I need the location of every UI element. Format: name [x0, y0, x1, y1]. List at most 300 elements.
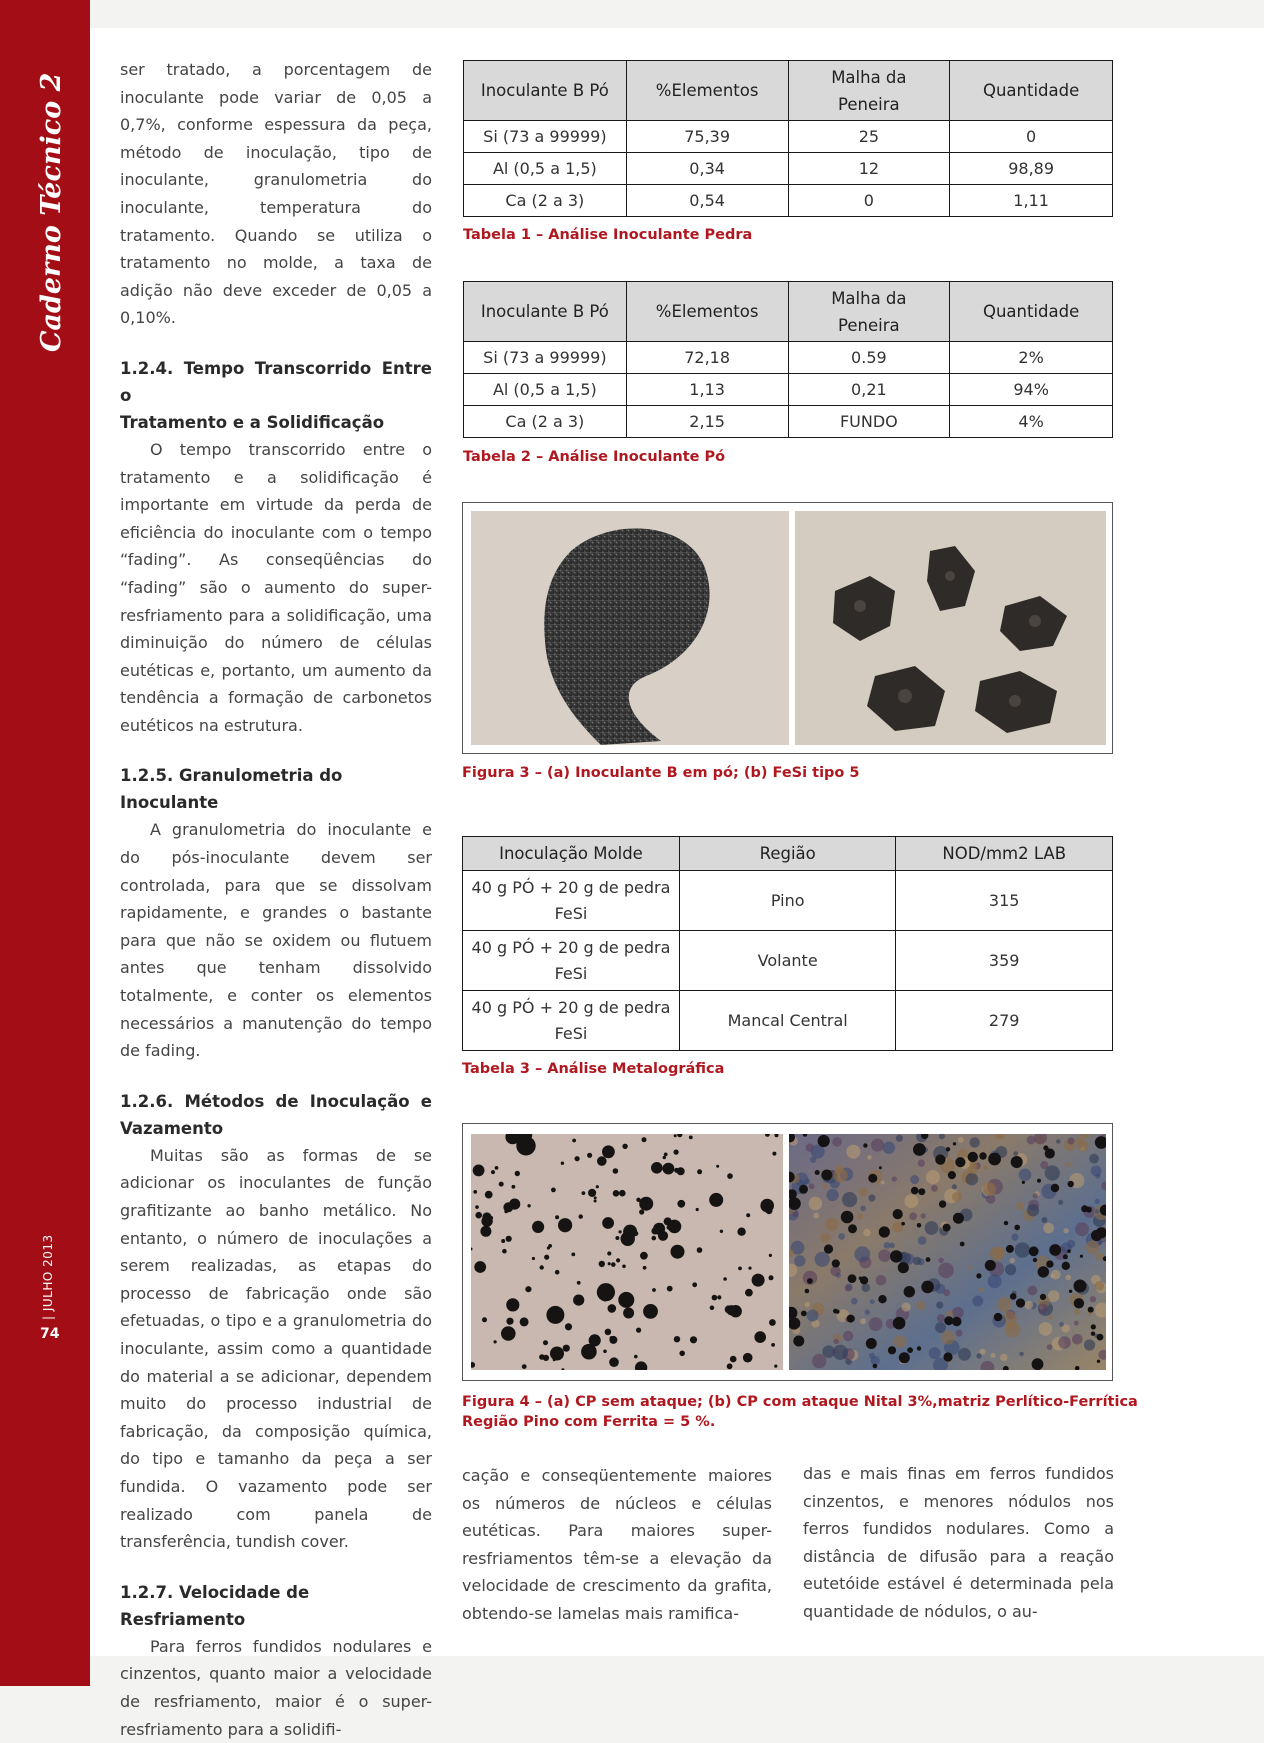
matrix-grain	[968, 1266, 972, 1270]
matrix-grain	[869, 1317, 883, 1331]
graphite-nodule	[587, 1153, 592, 1158]
matrix-grain	[1041, 1217, 1047, 1223]
graphite-nodule	[760, 1199, 774, 1213]
graphite-nodule	[642, 1137, 647, 1142]
matrix-grain	[859, 1188, 867, 1196]
graphite-nodule	[848, 1224, 857, 1233]
matrix-grain	[815, 1252, 830, 1267]
graphite-nodule	[953, 1142, 956, 1145]
graphite-nodule	[821, 1170, 832, 1181]
matrix-grain	[1027, 1286, 1037, 1296]
matrix-grain	[916, 1301, 925, 1310]
graphite-nodule	[879, 1166, 882, 1169]
paragraph: Para ferros fundidos nodulares e cinzentos, quanto maior a velocidade de resfriamento, maior é o super-resfriamento para a solidifi-	[120, 1636, 432, 1739]
graphite-nodule	[745, 1289, 753, 1297]
matrix-grain	[926, 1170, 940, 1184]
matrix-grain	[794, 1255, 805, 1266]
powder-pile-image	[471, 511, 789, 745]
matrix-grain	[909, 1212, 917, 1220]
graphite-nodule	[1011, 1156, 1023, 1168]
graphite-nodule	[619, 1230, 622, 1233]
cell-text: 40 g PÓ + 20 g de pedra FeSi	[471, 997, 671, 1043]
matrix-grain	[860, 1318, 866, 1324]
graphite-nodule	[976, 1273, 981, 1278]
matrix-grain	[929, 1347, 941, 1359]
matrix-grain	[931, 1185, 938, 1192]
table-cell: Si (73 a 99999)	[464, 121, 627, 153]
graphite-nodule	[634, 1355, 638, 1359]
matrix-grain	[1095, 1199, 1100, 1204]
graphite-nodule	[911, 1187, 919, 1195]
graphite-nodule	[1074, 1280, 1087, 1293]
table-cell: 25	[788, 121, 950, 153]
matrix-grain	[1095, 1209, 1100, 1214]
table-cell: 75,39	[626, 121, 788, 153]
graphite-nodule	[943, 1224, 951, 1232]
table-row	[464, 406, 1113, 438]
table-row	[464, 374, 1113, 406]
graphite-nodule	[677, 1200, 685, 1208]
matrix-grain	[863, 1229, 871, 1237]
paragraph: Muitas são as formas de se adicionar os inoculantes de função grafitizante ao banho metálico. No entanto, o número de inoculações a serem realizadas, as etapas do processo de fabricação onde são efetuadas, o tipo e a granulometria do inoculante, assim como a quantidade do material a se adicionar, dependem muito do processo industrial de fabricação, da composição química, do tipo e tamanho da peça a ser fundida. O vazamento pode ser realizado com panela de transferência, tundish cover.	[120, 1145, 432, 1552]
table-cell: 2,15	[626, 406, 788, 438]
graphite-nodule	[475, 1205, 479, 1209]
micrograph-etched	[789, 1134, 1106, 1370]
matrix-grain	[833, 1168, 847, 1182]
table-cell: 12	[788, 153, 950, 185]
graphite-nodule	[1067, 1249, 1071, 1253]
graphite-nodule	[832, 1259, 840, 1267]
graphite-nodule	[769, 1319, 776, 1326]
matrix-grain	[1011, 1234, 1018, 1241]
graphite-nodule	[671, 1245, 685, 1259]
graphite-nodule	[571, 1253, 575, 1257]
graphite-nodule	[926, 1257, 931, 1262]
graphite-nodule	[979, 1152, 986, 1159]
matrix-grain	[986, 1194, 995, 1203]
table-cell: 0,34	[626, 153, 788, 185]
graphite-nodule	[474, 1261, 486, 1273]
matrix-grain	[804, 1302, 809, 1307]
matrix-grain	[857, 1213, 863, 1219]
graphite-nodule	[1069, 1290, 1072, 1293]
matrix-grain	[904, 1194, 918, 1208]
table-cell: 0.59	[788, 342, 950, 374]
graphite-nodule	[1014, 1225, 1020, 1231]
matrix-grain	[865, 1310, 870, 1315]
middle-text-column: cação e conseqüentemente maiores os números de núcleos e células eutéticas. Para maiores super-resfriamentos têm-se a elevação da velocidade de crescimento da grafita, obtendo-se lamelas mais ramifica-	[462, 1466, 772, 1623]
graphite-nodule	[738, 1267, 742, 1271]
table-cell: 0	[788, 185, 950, 217]
matrix-grain	[1072, 1334, 1083, 1345]
graphite-nodule	[501, 1239, 505, 1243]
graphite-nodule	[506, 1236, 512, 1242]
graphite-nodule	[754, 1331, 766, 1343]
right-text-column: das e mais finas em ferros fundidos cinzentos, e menores nódulos nos ferros fundidos nodulares. Como a distância de difusão para a reação eutetóide estável é determinada pela quantidade de nódulos, o au-	[803, 1464, 1114, 1621]
matrix-grain	[1086, 1241, 1100, 1255]
left-text-column	[120, 56, 432, 1743]
graphite-nodule	[664, 1217, 672, 1225]
table-cell: 2%	[950, 342, 1113, 374]
table-3-caption: Tabela 3 – Análise Metalográfica	[462, 1061, 725, 1077]
graphite-nodule	[824, 1244, 833, 1253]
matrix-grain	[1059, 1322, 1064, 1327]
graphite-nodule	[690, 1336, 697, 1343]
graphite-nodule	[1074, 1298, 1084, 1308]
graphite-nodule	[1080, 1255, 1083, 1258]
table-cell: 72,18	[626, 342, 788, 374]
graphite-nodule	[594, 1196, 597, 1199]
matrix-grain	[952, 1184, 957, 1189]
matrix-grain	[869, 1353, 875, 1359]
graphite-nodule	[494, 1340, 497, 1343]
matrix-grain	[938, 1263, 954, 1279]
matrix-grain	[807, 1310, 819, 1322]
matrix-grain	[941, 1330, 955, 1344]
table-cell: Si (73 a 99999)	[464, 342, 627, 374]
matrix-grain	[838, 1233, 845, 1240]
paragraph: ser tratado, a porcentagem de inoculante pode variar de 0,05 a 0,7%, conforme espessura da peça, método de inoculação, tipo de inoculante, granulometria do inoculante, temperatura do tratamento. Quando se utiliza o tratamento no molde, a taxa de adição não deve exceder de 0,05 a 0,10%.	[120, 60, 432, 328]
graphite-nodule	[860, 1276, 868, 1284]
graphite-nodule	[890, 1254, 894, 1258]
matrix-grain	[902, 1302, 911, 1311]
graphite-nodule	[815, 1170, 820, 1175]
graphite-nodule	[555, 1270, 560, 1275]
graphite-nodule	[1051, 1184, 1059, 1192]
matrix-grain	[845, 1285, 852, 1292]
caption-line: Figura 4 – (a) CP sem ataque; (b) CP com ataque Nital 3%,matriz Perlítico-Ferrítica	[462, 1394, 1138, 1410]
matrix-grain	[1058, 1336, 1071, 1349]
matrix-grain	[854, 1246, 870, 1262]
matrix-grain	[860, 1206, 866, 1212]
graphite-nodule	[475, 1212, 482, 1219]
graphite-nodule	[572, 1139, 576, 1143]
graphite-nodule	[607, 1251, 611, 1255]
table-cell: 4%	[950, 406, 1113, 438]
matrix-grain	[997, 1297, 1012, 1312]
graphite-nodule	[868, 1174, 877, 1183]
table-row	[464, 121, 1113, 153]
matrix-grain	[851, 1298, 858, 1305]
table-cell: 359	[896, 931, 1113, 991]
table-cell	[463, 991, 680, 1051]
graphite-nodule	[658, 1231, 668, 1241]
graphite-nodule	[609, 1357, 619, 1367]
matrix-grain	[878, 1249, 891, 1262]
graphite-nodule	[623, 1225, 637, 1239]
graphite-nodule	[1063, 1254, 1068, 1259]
graphite-nodule	[605, 1329, 612, 1336]
graphite-nodule	[772, 1152, 776, 1156]
graphite-nodule	[921, 1281, 934, 1294]
graphite-nodule	[594, 1200, 597, 1203]
matrix-grain	[958, 1137, 964, 1143]
matrix-grain	[918, 1160, 925, 1167]
graphite-nodule	[613, 1168, 619, 1174]
matrix-grain	[1095, 1281, 1105, 1291]
table-header	[788, 61, 950, 121]
graphite-nodule	[917, 1223, 922, 1228]
graphite-nodule	[495, 1166, 499, 1170]
photo-fesi-stones	[795, 511, 1106, 745]
graphite-nodule	[674, 1150, 679, 1155]
graphite-nodule	[558, 1218, 572, 1232]
matrix-grain	[1025, 1301, 1034, 1310]
graphite-nodule	[636, 1328, 641, 1333]
graphite-nodule	[952, 1317, 962, 1327]
matrix-grain	[1084, 1339, 1095, 1350]
table-cell: 98,89	[950, 153, 1113, 185]
graphite-nodule	[723, 1277, 727, 1281]
graphite-nodule	[847, 1315, 855, 1323]
graphite-nodule	[532, 1221, 544, 1233]
matrix-grain	[1019, 1352, 1023, 1356]
graphite-nodule	[935, 1154, 945, 1164]
matrix-grain	[834, 1339, 839, 1344]
paragraph: O tempo transcorrido entre o tratamento e a solidificação é importante em virtude da perda de eficiência do inoculante com o tempo “fading”. As conseqüências do “fading” são o aumento do super-resfriamento para a solidificação, uma diminuição do número de células eutéticas e, portanto, um aumento da tendência a formação de carbonetos eutéticos na estrutura.	[120, 439, 432, 735]
matrix-grain	[1058, 1200, 1063, 1205]
paragraph: A granulometria do inoculante e do pós-inoculante devem ser controlada, para que se dissolvam rapidamente, e grandes o bastante para que não se oxidem ou flutuem antes que tenham dissolvido totalmente, e conter os elementos necessários a manutenção do tempo de fading.	[120, 820, 432, 1061]
table-header	[788, 282, 950, 342]
graphite-nodule	[522, 1364, 527, 1369]
graphite-nodule	[1029, 1246, 1039, 1256]
graphite-nodule	[955, 1157, 965, 1167]
graphite-nodule	[622, 1144, 627, 1149]
section-title: Caderno Técnico 2	[36, 72, 67, 352]
graphite-nodule	[985, 1260, 996, 1271]
fesi-stones-image	[795, 511, 1106, 745]
section-heading-1-2-4	[120, 355, 432, 409]
table-header: Quantidade	[950, 282, 1113, 342]
graphite-nodule	[807, 1278, 813, 1284]
matrix-grain	[883, 1142, 895, 1154]
graphite-nodule	[878, 1295, 886, 1303]
graphite-nodule	[546, 1306, 564, 1324]
graphite-nodule	[482, 1212, 491, 1221]
graphite-nodule	[527, 1204, 530, 1207]
figure-3-caption: Figura 3 – (a) Inoculante B em pó; (b) FeSi tipo 5	[462, 765, 860, 781]
graphite-nodule	[1032, 1358, 1044, 1370]
matrix-grain	[910, 1175, 919, 1184]
matrix-grain	[813, 1213, 819, 1219]
graphite-nodule	[1091, 1332, 1095, 1336]
matrix-grain	[925, 1221, 939, 1235]
table-row	[464, 185, 1113, 217]
graphite-nodule	[697, 1247, 703, 1253]
table-cell: Al (0,5 a 1,5)	[464, 153, 627, 185]
matrix-grain	[846, 1145, 860, 1159]
graphite-nodule	[652, 1288, 656, 1292]
matrix-grain	[843, 1331, 853, 1341]
section-heading-1-2-4-cont: Tratamento e a Solidificação	[120, 412, 385, 432]
graphite-nodule	[960, 1242, 965, 1247]
matrix-grain	[871, 1138, 884, 1151]
matrix-grain	[1000, 1354, 1008, 1362]
cell-text: 40 g PÓ + 20 g de pedra FeSi	[471, 877, 671, 923]
graphite-nodule	[953, 1213, 964, 1224]
graphite-nodule	[716, 1165, 719, 1168]
graphite-nodule	[482, 1317, 487, 1322]
table-cell	[463, 871, 680, 931]
graphite-nodule	[550, 1347, 564, 1361]
graphite-nodule	[727, 1363, 733, 1369]
matrix-grain	[979, 1287, 984, 1292]
graphite-nodule	[643, 1266, 647, 1270]
matrix-grain	[991, 1353, 996, 1358]
matrix-grain	[1005, 1264, 1016, 1275]
matrix-grain	[1089, 1154, 1099, 1164]
graphite-nodule	[918, 1188, 925, 1195]
section-heading-1-2-7: 1.2.7. Velocidade de Resfriamento	[120, 1582, 310, 1629]
table-header: Quantidade	[950, 61, 1113, 121]
table-cell: FUNDO	[788, 406, 950, 438]
matrix-grain	[988, 1274, 1002, 1288]
graphite-nodule	[579, 1214, 583, 1218]
graphite-nodule	[841, 1211, 854, 1224]
graphite-nodule	[501, 1326, 516, 1341]
table-cell: Ca (2 a 3)	[464, 185, 627, 217]
figure-4-caption	[462, 1392, 1138, 1432]
graphite-nodule	[667, 1225, 671, 1229]
figure-4	[462, 1123, 1113, 1381]
graphite-nodule	[652, 1236, 657, 1241]
graphite-nodule	[944, 1316, 953, 1325]
nodules-micrograph-a	[471, 1134, 783, 1370]
table-cell: 94%	[950, 374, 1113, 406]
graphite-nodule	[1033, 1258, 1037, 1262]
table-cell: 315	[896, 871, 1113, 931]
matrix-grain	[894, 1335, 907, 1348]
graphite-nodule	[565, 1323, 572, 1330]
graphite-nodule	[509, 1199, 520, 1210]
graphite-nodule	[863, 1143, 867, 1147]
graphite-nodule	[603, 1350, 607, 1354]
graphite-nodule	[596, 1185, 599, 1188]
matrix-grain	[1027, 1136, 1036, 1145]
matrix-grain	[1091, 1166, 1102, 1177]
matrix-grain	[994, 1247, 1005, 1258]
matrix-grain	[976, 1353, 981, 1358]
matrix-grain	[1015, 1242, 1030, 1257]
table-header: Inoculante B Pó	[464, 282, 627, 342]
table-cell: Mancal Central	[679, 991, 895, 1051]
graphite-nodule	[1016, 1298, 1025, 1307]
graphite-nodule	[667, 1286, 673, 1292]
graphite-nodule	[582, 1191, 586, 1195]
graphite-nodule	[616, 1258, 620, 1262]
graphite-nodule	[805, 1289, 810, 1294]
graphite-nodule	[1006, 1245, 1014, 1253]
graphite-nodule	[801, 1311, 807, 1317]
matrix-grain	[937, 1314, 945, 1322]
table-header: Região	[679, 837, 895, 871]
table-header: Inoculante B Pó	[464, 61, 627, 121]
graphite-nodule	[664, 1153, 668, 1157]
graphite-nodule	[771, 1343, 775, 1347]
graphite-nodule	[506, 1298, 519, 1311]
graphite-nodule	[689, 1136, 693, 1140]
table-cell: Pino	[679, 871, 895, 931]
matrix-grain	[881, 1181, 885, 1185]
graphite-nodule	[599, 1261, 605, 1267]
table-1	[463, 60, 1113, 217]
graphite-nodule	[619, 1190, 626, 1197]
table-header: %Elementos	[626, 282, 788, 342]
matrix-grain	[836, 1273, 841, 1278]
page-number: 74	[40, 1326, 60, 1342]
matrix-grain	[918, 1236, 927, 1245]
graphite-nodule	[1022, 1181, 1025, 1184]
graphite-nodule	[506, 1318, 513, 1325]
graphite-nodule	[1088, 1307, 1094, 1313]
graphite-nodule	[893, 1209, 903, 1219]
matrix-grain	[938, 1258, 943, 1263]
matrix-grain	[1027, 1204, 1039, 1216]
graphite-nodule	[597, 1156, 607, 1166]
graphite-nodule	[660, 1223, 663, 1226]
matrix-grain	[1010, 1258, 1015, 1263]
graphite-nodule	[833, 1309, 838, 1314]
graphite-nodule	[613, 1190, 620, 1197]
table-1-caption: Tabela 1 – Análise Inoculante Pedra	[463, 227, 753, 243]
table-cell: Al (0,5 a 1,5)	[464, 374, 627, 406]
graphite-nodule	[485, 1191, 493, 1199]
figure-3	[462, 502, 1113, 754]
graphite-nodule	[610, 1336, 614, 1340]
matrix-grain	[970, 1137, 980, 1147]
graphite-nodule	[709, 1193, 723, 1207]
matrix-grain	[896, 1135, 903, 1142]
matrix-grain	[868, 1194, 875, 1201]
graphite-nodule	[618, 1292, 634, 1308]
matrix-grain	[943, 1289, 950, 1296]
graphite-nodule	[1097, 1334, 1104, 1341]
graphite-nodule	[748, 1267, 751, 1270]
graphite-nodule	[615, 1236, 619, 1240]
graphite-nodule	[710, 1306, 715, 1311]
table-header: NOD/mm2 LAB	[896, 837, 1113, 871]
graphite-nodule	[515, 1171, 520, 1176]
graphite-nodule	[1062, 1262, 1070, 1270]
graphite-nodule	[679, 1351, 685, 1357]
heading-text: 1.2.4. Tempo Transcorrido Entre o	[120, 358, 432, 405]
graphite-nodule	[502, 1249, 507, 1254]
graphite-nodule	[473, 1190, 477, 1194]
matrix-grain	[1056, 1139, 1060, 1143]
graphite-nodule	[968, 1152, 978, 1162]
matrix-grain	[1096, 1252, 1104, 1260]
graphite-nodule	[608, 1304, 617, 1313]
graphite-nodule	[674, 1134, 677, 1137]
table-cell: 0,21	[788, 374, 950, 406]
matrix-grain	[1066, 1162, 1071, 1167]
graphite-nodule	[540, 1265, 544, 1269]
matrix-grain	[983, 1165, 987, 1169]
graphite-nodule	[1037, 1179, 1041, 1183]
graphite-nodule	[603, 1297, 607, 1301]
graphite-nodule	[948, 1171, 956, 1179]
graphite-nodule	[555, 1215, 559, 1219]
graphite-nodule	[623, 1308, 634, 1319]
graphite-nodule	[924, 1285, 927, 1288]
matrix-grain	[842, 1192, 857, 1207]
graphite-nodule	[573, 1295, 584, 1306]
table-header: %Elementos	[626, 61, 788, 121]
micrograph-unetched	[471, 1134, 783, 1370]
matrix-grain	[1074, 1321, 1079, 1326]
graphite-nodule	[692, 1282, 697, 1287]
section-heading-1-2-5: 1.2.5. Granulometria do Inoculante	[120, 766, 343, 813]
